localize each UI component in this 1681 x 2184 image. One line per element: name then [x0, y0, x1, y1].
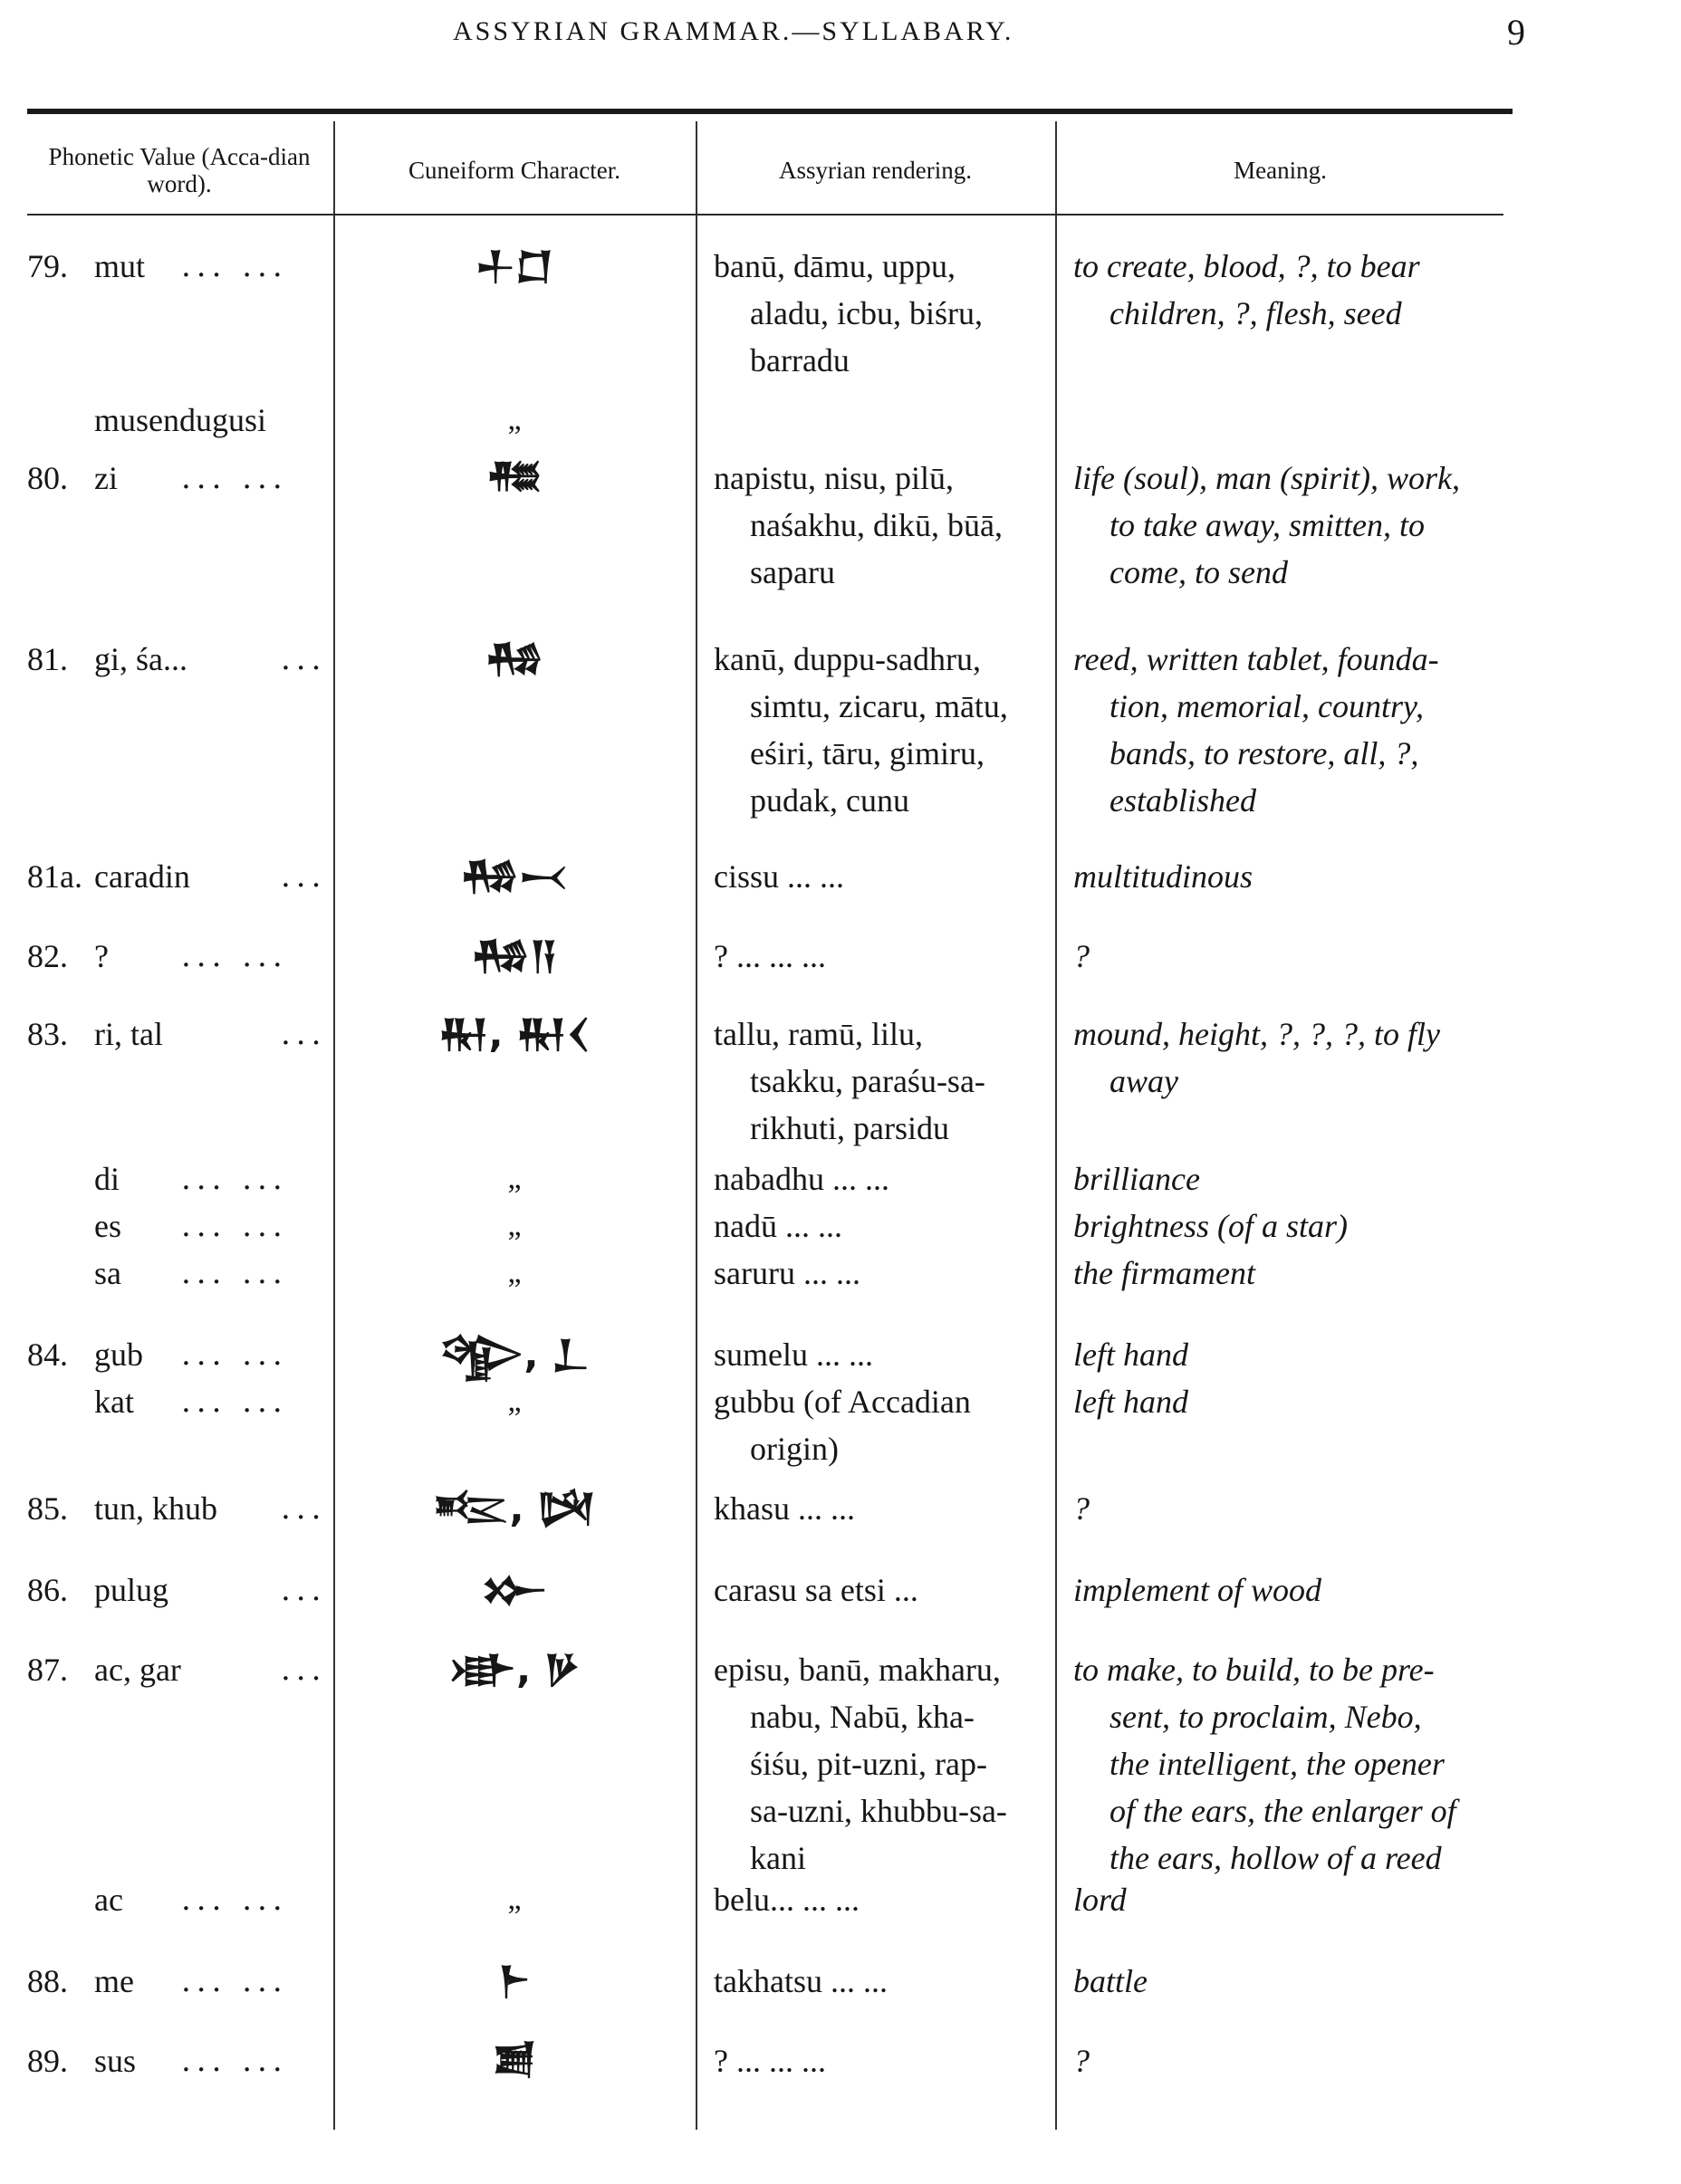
phonetic-value: zi [94, 460, 118, 496]
meaning [1073, 1958, 1503, 2005]
meaning-line: come, to send [1109, 554, 1288, 590]
meaning [1073, 2037, 1503, 2084]
phonetic-value: sus [94, 2043, 137, 2079]
leader-dots: ... [281, 1652, 327, 1688]
cuneiform-sign: 𒄊, 𒁇 [438, 1332, 591, 1376]
column-header-assyrian: Assyrian rendering. [779, 157, 972, 184]
meaning [1073, 1250, 1503, 1297]
assyrian-line: khasu ... ... [714, 1490, 855, 1527]
assyrian-rendering [714, 1331, 1040, 1378]
assyrian-line: aladu, icbu, biśru, [750, 295, 983, 331]
meaning-line: the ears, hollow of a reed [1109, 1840, 1442, 1876]
meaning [1073, 1566, 1503, 1614]
meaning [1073, 455, 1503, 596]
meaning-line: reed, written tablet, founda- [1073, 641, 1439, 677]
entry-number: 81. [27, 641, 68, 677]
assyrian-line: belu... ... ... [714, 1882, 860, 1918]
meaning-line: sent, to proclaim, Nebo, [1109, 1699, 1422, 1735]
assyrian-line: gubbu (of Accadian [714, 1384, 971, 1420]
meaning-line: brilliance [1073, 1161, 1200, 1197]
assyrian-rendering [714, 853, 1040, 900]
assyrian-rendering [714, 636, 1040, 824]
meaning-line: bands, to restore, all, ?, [1109, 735, 1419, 771]
cuneiform-sign: 𒍣 [485, 455, 543, 500]
meaning-line: left hand [1073, 1384, 1188, 1420]
page-header [0, 12, 1681, 71]
running-title: ASSYRIAN GRAMMAR.—SYLLABARY. [453, 16, 1014, 46]
assyrian-line: simtu, zicaru, mātu, [750, 688, 1008, 724]
cuneiform-sign: „ [507, 1256, 522, 1289]
entry-number: 86. [27, 1572, 68, 1608]
meaning-line: brightness (of a star) [1073, 1208, 1349, 1244]
assyrian-rendering [714, 1646, 1040, 1882]
assyrian-line: sumelu ... ... [714, 1336, 873, 1373]
entry-number: 80. [27, 460, 68, 496]
assyrian-line: sa-uzni, khubbu-sa- [750, 1793, 1007, 1829]
leader-dots: ... [281, 1572, 327, 1608]
assyrian-line: rikhuti, parsidu [750, 1110, 949, 1146]
leader-dots: ... ... [181, 1208, 288, 1244]
assyrian-line: origin) [750, 1431, 839, 1467]
entry-number: 83. [27, 1016, 68, 1052]
meaning-line: left hand [1073, 1336, 1188, 1373]
cuneiform-sign: 𒈨 [498, 1959, 531, 2003]
cuneiform-sign: 𒌈, 𒄽 [433, 1486, 596, 1530]
meaning-line: of the ears, the enlarger of [1109, 1793, 1456, 1829]
cuneiform-sign: „ [507, 1209, 522, 1242]
phonetic-value: caradin [94, 858, 190, 895]
leader-dots: ... [281, 1016, 327, 1052]
meaning-line: mound, height, ?, ?, ?, to fly [1073, 1016, 1440, 1052]
assyrian-rendering [714, 1250, 1040, 1297]
phonetic-value: tun, khub [94, 1490, 218, 1527]
leader-dots: ... ... [181, 938, 288, 974]
entry-number: 85. [27, 1490, 68, 1527]
meaning [1073, 1876, 1503, 1923]
entry-number: 84. [27, 1336, 68, 1373]
meaning-line: tion, memorial, country, [1109, 688, 1424, 724]
assyrian-rendering [714, 1566, 1040, 1614]
meaning-line: multitudinous [1073, 858, 1254, 895]
assyrian-line: tallu, ramū, lilu, [714, 1016, 923, 1052]
assyrian-line: nadū ... ... [714, 1208, 842, 1244]
header-rule [27, 214, 1503, 216]
phonetic-value: di [94, 1161, 120, 1197]
assyrian-line: naśakhu, dikū, būā, [750, 507, 1003, 543]
assyrian-rendering [714, 1011, 1040, 1152]
meaning [1073, 1331, 1503, 1378]
phonetic-value: sa [94, 1255, 121, 1291]
entry-number: 87. [27, 1652, 68, 1688]
cuneiform-sign: 𒋢 [492, 2038, 537, 2083]
phonetic-value: ? [94, 938, 109, 974]
assyrian-rendering [714, 1876, 1040, 1923]
leader-dots: ... [281, 641, 327, 677]
assyrian-line: ? ... ... ... [714, 2043, 826, 2079]
cuneiform-sign: „ [507, 403, 522, 436]
assyrian-rendering [714, 1155, 1040, 1202]
meaning-line: life (soul), man (spirit), work, [1073, 460, 1460, 496]
meaning-line: ? [1073, 1490, 1090, 1527]
cuneiform-sign: 𒀝, 𒃻 [447, 1647, 581, 1691]
meaning [1073, 853, 1503, 900]
phonetic-value: me [94, 1963, 134, 1999]
assyrian-line: napistu, nisu, pilū, [714, 460, 955, 496]
assyrian-rendering [714, 1958, 1040, 2005]
leader-dots: ... ... [181, 1336, 288, 1373]
entry-number: 88. [27, 1963, 68, 1999]
entry-number: 82. [27, 938, 68, 974]
entry-number: 89. [27, 2043, 68, 2079]
leader-dots: ... ... [181, 1963, 288, 1999]
leader-dots: ... ... [181, 1384, 288, 1420]
meaning-line: ? [1073, 938, 1090, 974]
entry-number: 81a. [27, 858, 82, 895]
assyrian-line: nabu, Nabū, kha- [750, 1699, 975, 1735]
syllabary-table [0, 217, 1681, 2146]
meaning [1073, 1378, 1503, 1425]
phonetic-value: mut [94, 248, 146, 284]
assyrian-line: nabadhu ... ... [714, 1161, 889, 1197]
phonetic-value: ac, gar [94, 1652, 181, 1688]
meaning [1073, 1485, 1503, 1532]
leader-dots: ... [281, 858, 327, 895]
meaning-line: to make, to build, to be pre- [1073, 1652, 1435, 1688]
cuneiform-sign: „ [507, 1882, 522, 1916]
page-number: 9 [1507, 12, 1525, 53]
assyrian-rendering [714, 455, 1040, 596]
leader-dots: ... ... [181, 2043, 288, 2079]
leader-dots: ... ... [181, 460, 288, 496]
assyrian-line: pudak, cunu [750, 782, 909, 819]
assyrian-line: saparu [750, 554, 835, 590]
table-header [0, 127, 1681, 214]
cuneiform-sign: 𒄀𒀀 [471, 934, 558, 978]
meaning-line: lord [1073, 1882, 1127, 1918]
assyrian-line: banū, dāmu, uppu, [714, 248, 956, 284]
meaning [1073, 243, 1503, 337]
phonetic-value: ac [94, 1882, 123, 1918]
meaning-line: battle [1073, 1963, 1148, 1999]
assyrian-line: takhatsu ... ... [714, 1963, 888, 1999]
leader-dots: ... [281, 1490, 327, 1527]
meaning [1073, 636, 1503, 824]
cuneiform-sign: 𒁍 [481, 1567, 548, 1612]
cuneiform-sign: 𒄀 [485, 637, 544, 681]
cuneiform-sign: „ [507, 1384, 522, 1418]
phonetic-value: musendugusi [94, 402, 267, 438]
cuneiform-sign: 𒈦𒆸 [475, 244, 554, 288]
leader-dots: ... ... [181, 1161, 288, 1197]
column-header-phonetic: Phonetic Value (Acca-dian word). [48, 143, 311, 197]
assyrian-rendering [714, 2037, 1040, 2084]
meaning-line: the intelligent, the opener [1109, 1746, 1445, 1782]
assyrian-rendering [714, 933, 1040, 980]
leader-dots: ... ... [181, 1882, 288, 1918]
meaning [1073, 1155, 1503, 1202]
phonetic-value: ri, tal [94, 1016, 163, 1052]
phonetic-value: es [94, 1208, 121, 1244]
meaning-line: ? [1073, 2043, 1090, 2079]
entry-number: 79. [27, 248, 68, 284]
meaning-line: to take away, smitten, to [1109, 507, 1425, 543]
phonetic-value: gi, śa... [94, 641, 187, 677]
meaning-line: implement of wood [1073, 1572, 1321, 1608]
assyrian-line: carasu sa etsi ... [714, 1572, 918, 1608]
cuneiform-sign: 𒄀𒁁 [460, 854, 569, 898]
assyrian-rendering [714, 1202, 1040, 1250]
cuneiform-sign: „ [507, 1162, 522, 1195]
column-header-meaning: Meaning. [1234, 157, 1327, 184]
assyrian-rendering [714, 243, 1040, 384]
assyrian-line: ? ... ... ... [714, 938, 826, 974]
assyrian-rendering [714, 1485, 1040, 1532]
assyrian-line: cissu ... ... [714, 858, 844, 895]
column-header-cuneiform: Cuneiform Character. [408, 157, 620, 184]
assyrian-line: episu, banū, makharu, [714, 1652, 1001, 1688]
assyrian-line: kani [750, 1840, 806, 1876]
assyrian-line: śiśu, pit-uzni, rap- [750, 1746, 987, 1782]
cuneiform-sign: 𒊑, 𒊑𒌋 [438, 1011, 591, 1056]
assyrian-line: tsakku, paraśu-sa- [750, 1063, 985, 1099]
assyrian-rendering [714, 1378, 1040, 1472]
assyrian-line: saruru ... ... [714, 1255, 860, 1291]
meaning-line: children, ?, flesh, seed [1109, 295, 1402, 331]
top-rule [27, 109, 1513, 114]
assyrian-line: barradu [750, 342, 850, 378]
meaning-line: away [1109, 1063, 1178, 1099]
phonetic-value: kat [94, 1384, 134, 1420]
meaning-line: the firmament [1073, 1255, 1255, 1291]
leader-dots: ... ... [181, 248, 288, 284]
meaning-line: to create, blood, ?, to bear [1073, 248, 1420, 284]
assyrian-line: eśiri, tāru, gimiru, [750, 735, 985, 771]
meaning [1073, 1202, 1503, 1250]
assyrian-line: kanū, duppu-sadhru, [714, 641, 981, 677]
meaning [1073, 933, 1503, 980]
leader-dots: ... ... [181, 1255, 288, 1291]
meaning-line: established [1109, 782, 1256, 819]
meaning [1073, 1646, 1503, 1882]
phonetic-value: gub [94, 1336, 143, 1373]
meaning [1073, 1011, 1503, 1105]
phonetic-value: pulug [94, 1572, 169, 1608]
